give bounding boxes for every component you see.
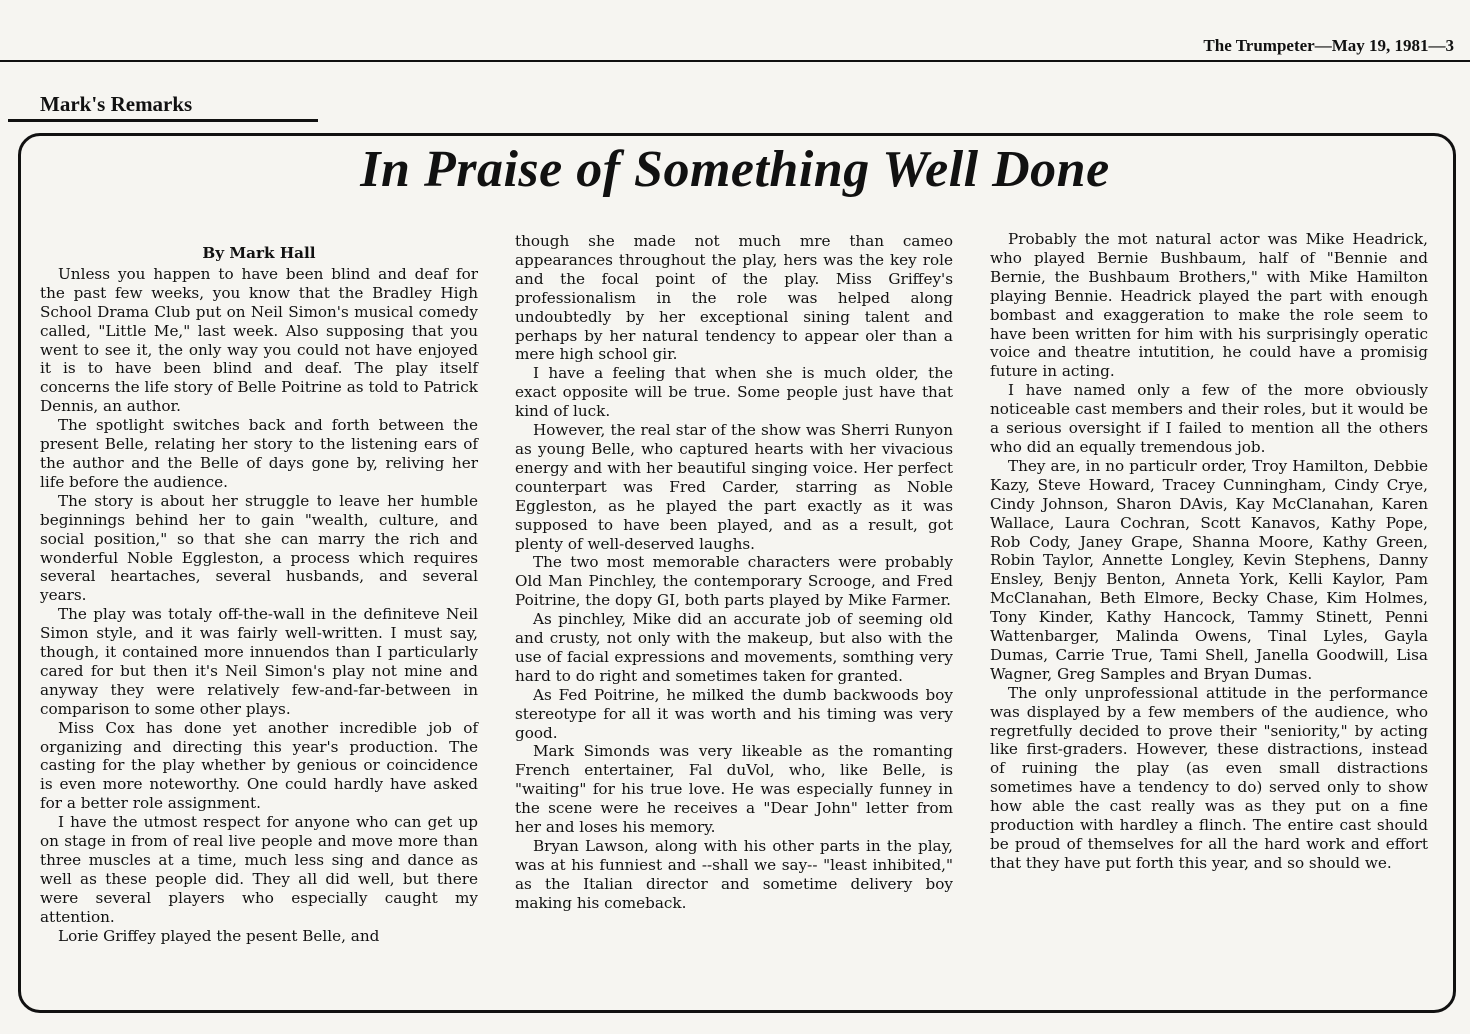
paragraph: Bryan Lawson, along with his other parts in the play, was at his funniest and --shall we say-- "least inhibited," as the Italian director and sometime delivery boy making his comeback. [515, 837, 953, 912]
byline: By Mark Hall [202, 244, 316, 262]
paragraph: I have a feeling that when she is much older, the exact opposite will be true. Some people just have that kind of luck. [515, 364, 953, 421]
paragraph: I have the utmost respect for anyone who can get up on stage in from of real live people and move more than three muscles at a time, much less sing and dance as well as these people did. They all did well, but there were several players who especially caught my attention. [40, 813, 478, 926]
paragraph: Lorie Griffey played the pesent Belle, and [58, 926, 380, 945]
paragraph: As pinchley, Mike did an accurate job of seeming old and crusty, not only with the makeup, but also with the use of facial expressions and movements, somthing very hard to do right and sometimes taken for granted. [515, 610, 953, 685]
paragraph: The only unprofessional attitude in the performance was displayed by a few members of the audience, who regretfully decided to prove their "seniority," by acting like first-graders. However, these distractions, instead of ruining the play (as even small distractions sometimes have a tendency to do) served only to show how able the cast really was as they put on a fine production with hardley a flinch. The entire cast should be proud of themselves for all the hard work and effort that they have put forth this year, and so should we. [990, 683, 1428, 872]
paragraph: Unless you happen to have been blind and deaf for the past few weeks, you know that the Bradley High School Drama Club put on Neil Simon's musical comedy called, "Little Me," last week. Also supposing that you went to see it, the only way you could not have enjoyed it is to have been blind and deaf. The play itself concerns the life story of Belle Poitrine as told to Patrick Dennis, an author. [40, 264, 478, 416]
paragraph: Miss Cox has done yet another incredible job of organizing and directing this year's production. The casting for the play whether by genious or coincidence is even more noteworthy. One could hardly have asked for a better role assignment. [40, 718, 478, 813]
top-rule [0, 60, 1470, 62]
paragraph: The two most memorable characters were probably Old Man Pinchley, the contemporary Scrooge, and Fred Poitrine, the dopy GI, both parts played by Mike Farmer. [515, 553, 953, 610]
paragraph: The story is about her struggle to leave her humble beginnings behind her to gain "wealth, culture, and social position," so that she can marry the rich and wonderful Noble Eggleston, a process which requires several heartaches, several husbands, and several years. [40, 491, 478, 605]
column-name: Mark's Remarks [40, 92, 193, 116]
paragraph: The spotlight switches back and forth between the present Belle, relating her story to the listening ears of the author and the Belle of days gone by, reliving her life before the audience. [40, 416, 478, 491]
paragraph: though she made not much mre than cameo appearances throughout the play, hers was the key role and the focal point of the play. Miss Griffey's professionalism in the role was helped along undoubtedly by her exceptional sining talent and perhaps by her natural tendency to appear oler than a mere high school gir. [515, 232, 953, 364]
paragraph: The play was totaly off-the-wall in the definiteve Neil Simon style, and it was fairly well-written. I must say, though, it contained more innuendos than I particularly cared for but then it's Neil Simon's play not mine and anyway they were relatively few-and-far-between in comparison to some other plays. [40, 605, 478, 718]
paragraph: Probably the mot natural actor was Mike Headrick, who played Bernie Bushbaum, half of "Bennie and Bernie, the Bushbaum Brothers," with Mike Hamilton playing Bennie. Headrick played the part with enough bombast and exaggeration to make the role seem to have been written for him with his surprisingly operatic voice and theatre intutition, he could have a promisig future in acting. [990, 230, 1428, 381]
article-column-2 [515, 232, 953, 913]
article-column-3 [990, 230, 1428, 873]
paragraph: As Fed Poitrine, he milked the dumb backwoods boy stereotype for all it was worth and his timing was very good. [515, 685, 953, 742]
paragraph: However, the real star of the show was Sherri Runyon as young Belle, who captured hearts with her vivacious energy and with her beautiful singing voice. Her perfect counterpart was Fred Carder, starring as Noble Eggleston, as he played the part exactly as it was supposed to have been played, and as a result, got plenty of well-deserved laughs. [515, 421, 953, 553]
paragraph: They are, in no particulr order, Troy Hamilton, Debbie Kazy, Steve Howard, Tracey Cunningham, Cindy Crye, Cindy Johnson, Sharon DAvis, Kay McClanahan, Karen Wallace, Laura Cochran, Scott Kanavos, Kathy Pope, Rob Cody, Janey Grape, Shanna Moore, Kathy Green, Robin Taylor, Annette Longley, Kevin Stephens, Danny Ensley, Benjy Benton, Anneta York, Kelli Kaylor, Pam McClanahan, Beth Elmore, Becky Chase, Kim Holmes, Tony Kinder, Kathy Hancock, Tammy Stinett, Penni Wattenbarger, Malinda Owens, Tinal Lyles, Gayla Dumas, Carrie True, Tami Shell, Janella Goodwill, Lisa Wagner, Greg Samples and Bryan Dumas. [990, 456, 1428, 683]
masthead: The Trumpeter—May 19, 1981—3 [1203, 36, 1454, 55]
article-column-1 [40, 244, 478, 946]
paragraph: I have named only a few of the more obviously noticeable cast members and their roles, but it would be a serious oversight if I failed to mention all the others who did an equally tremendous job. [990, 381, 1428, 456]
column-name-rule [8, 119, 318, 122]
paragraph: Mark Simonds was very likeable as the romanting French entertainer, Fal duVol, who, like Belle, is "waiting" for his true love. He was especially funney in the scene were he receives a "Dear John" letter from her and loses his memory. [515, 742, 953, 837]
headline: In Praise of Something Well Done [360, 141, 1110, 198]
